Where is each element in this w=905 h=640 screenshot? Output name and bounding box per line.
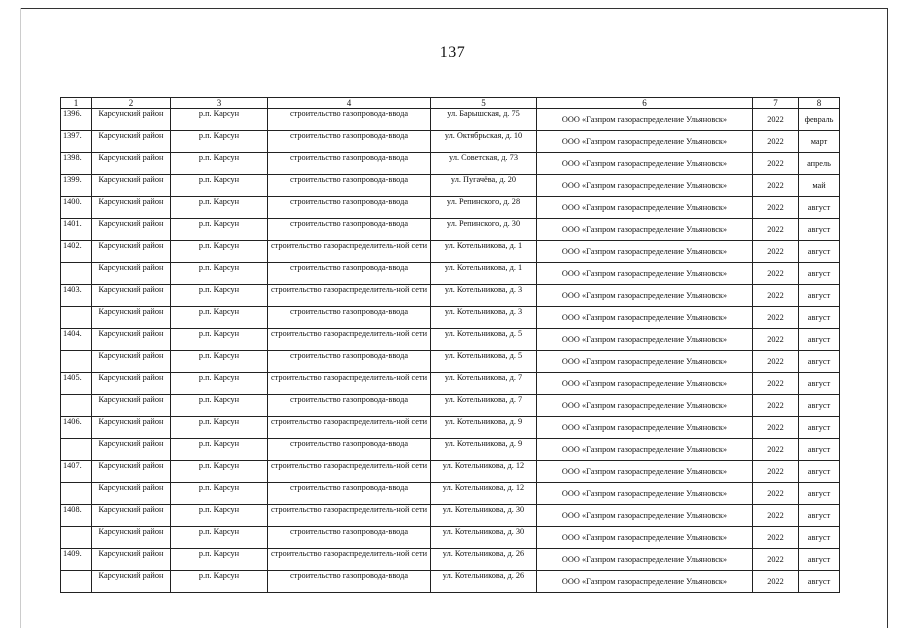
settlement-cell: р.п. Карсун xyxy=(171,571,268,593)
district-cell: Карсунский район xyxy=(92,263,171,285)
table-row xyxy=(61,395,840,417)
address-cell: ул. Котельникова, д. 26 xyxy=(431,549,537,571)
column-number-row xyxy=(61,98,840,109)
address-cell: ул. Котельникова, д. 26 xyxy=(431,571,537,593)
settlement-cell: р.п. Карсун xyxy=(171,329,268,351)
district-cell: Карсунский район xyxy=(92,285,171,307)
organization-cell: ООО «Газпром газораспределение Ульяновск» xyxy=(537,417,753,439)
organization-cell: ООО «Газпром газораспределение Ульяновск» xyxy=(537,373,753,395)
settlement-cell: р.п. Карсун xyxy=(171,307,268,329)
page-border-right xyxy=(887,8,888,628)
work-type-cell: строительство газораспределитель-ной сети xyxy=(268,417,431,439)
work-type-cell: строительство газопровода-ввода xyxy=(268,175,431,197)
settlement-cell: р.п. Карсун xyxy=(171,263,268,285)
work-type-cell: строительство газопровода-ввода xyxy=(268,395,431,417)
district-cell: Карсунский район xyxy=(92,175,171,197)
address-cell: ул. Котельникова, д. 30 xyxy=(431,527,537,549)
settlement-cell: р.п. Карсун xyxy=(171,109,268,131)
month-cell: август xyxy=(799,263,840,285)
row-number: 1409. xyxy=(61,549,92,571)
settlement-cell: р.п. Карсун xyxy=(171,505,268,527)
work-type-cell: строительство газопровода-ввода xyxy=(268,527,431,549)
settlement-cell: р.п. Карсун xyxy=(171,219,268,241)
address-cell: ул. Котельникова, д. 30 xyxy=(431,505,537,527)
year-cell: 2022 xyxy=(753,351,799,373)
district-cell: Карсунский район xyxy=(92,417,171,439)
work-type-cell: строительство газопровода-ввода xyxy=(268,351,431,373)
settlement-cell: р.п. Карсун xyxy=(171,461,268,483)
settlement-cell: р.п. Карсун xyxy=(171,373,268,395)
address-cell: ул. Котельникова, д. 9 xyxy=(431,417,537,439)
organization-cell: ООО «Газпром газораспределение Ульяновск» xyxy=(537,131,753,153)
district-cell: Карсунский район xyxy=(92,527,171,549)
month-cell: август xyxy=(799,373,840,395)
organization-cell: ООО «Газпром газораспределение Ульяновск» xyxy=(537,505,753,527)
year-cell: 2022 xyxy=(753,549,799,571)
column-number: 8 xyxy=(799,98,840,109)
settlement-cell: р.п. Карсун xyxy=(171,175,268,197)
work-type-cell: строительство газопровода-ввода xyxy=(268,131,431,153)
district-cell: Карсунский район xyxy=(92,241,171,263)
row-number xyxy=(61,395,92,417)
table-row xyxy=(61,571,840,593)
organization-cell: ООО «Газпром газораспределение Ульяновск» xyxy=(537,439,753,461)
row-number: 1407. xyxy=(61,461,92,483)
district-cell: Карсунский район xyxy=(92,197,171,219)
year-cell: 2022 xyxy=(753,241,799,263)
organization-cell: ООО «Газпром газораспределение Ульяновск» xyxy=(537,109,753,131)
table-row xyxy=(61,197,840,219)
year-cell: 2022 xyxy=(753,571,799,593)
settlement-cell: р.п. Карсун xyxy=(171,395,268,417)
settlement-cell: р.п. Карсун xyxy=(171,197,268,219)
address-cell: ул. Котельникова, д. 9 xyxy=(431,439,537,461)
district-cell: Карсунский район xyxy=(92,395,171,417)
month-cell: август xyxy=(799,351,840,373)
year-cell: 2022 xyxy=(753,373,799,395)
year-cell: 2022 xyxy=(753,153,799,175)
month-cell: март xyxy=(799,131,840,153)
column-number: 1 xyxy=(61,98,92,109)
year-cell: 2022 xyxy=(753,197,799,219)
year-cell: 2022 xyxy=(753,417,799,439)
organization-cell: ООО «Газпром газораспределение Ульяновск» xyxy=(537,483,753,505)
organization-cell: ООО «Газпром газораспределение Ульяновск» xyxy=(537,571,753,593)
settlement-cell: р.п. Карсун xyxy=(171,549,268,571)
year-cell: 2022 xyxy=(753,307,799,329)
work-type-cell: строительство газораспределитель-ной сети xyxy=(268,373,431,395)
row-number: 1406. xyxy=(61,417,92,439)
work-type-cell: строительство газопровода-ввода xyxy=(268,109,431,131)
row-number: 1405. xyxy=(61,373,92,395)
table-row xyxy=(61,373,840,395)
month-cell: август xyxy=(799,549,840,571)
district-cell: Карсунский район xyxy=(92,571,171,593)
work-type-cell: строительство газопровода-ввода xyxy=(268,307,431,329)
row-number: 1396. xyxy=(61,109,92,131)
address-cell: ул. Советская, д. 73 xyxy=(431,153,537,175)
month-cell: апрель xyxy=(799,153,840,175)
district-cell: Карсунский район xyxy=(92,505,171,527)
month-cell: август xyxy=(799,285,840,307)
work-type-cell: строительство газораспределитель-ной сети xyxy=(268,329,431,351)
year-cell: 2022 xyxy=(753,461,799,483)
row-number: 1398. xyxy=(61,153,92,175)
work-type-cell: строительство газопровода-ввода xyxy=(268,483,431,505)
address-cell: ул. Котельникова, д. 12 xyxy=(431,461,537,483)
month-cell: август xyxy=(799,219,840,241)
organization-cell: ООО «Газпром газораспределение Ульяновск» xyxy=(537,263,753,285)
settlement-cell: р.п. Карсун xyxy=(171,351,268,373)
address-cell: ул. Пугачёва, д. 20 xyxy=(431,175,537,197)
organization-cell: ООО «Газпром газораспределение Ульяновск» xyxy=(537,329,753,351)
month-cell: август xyxy=(799,197,840,219)
work-type-cell: строительство газопровода-ввода xyxy=(268,153,431,175)
row-number: 1408. xyxy=(61,505,92,527)
year-cell: 2022 xyxy=(753,395,799,417)
row-number xyxy=(61,527,92,549)
table-row xyxy=(61,505,840,527)
row-number xyxy=(61,351,92,373)
district-cell: Карсунский район xyxy=(92,153,171,175)
year-cell: 2022 xyxy=(753,329,799,351)
district-cell: Карсунский район xyxy=(92,219,171,241)
column-number: 4 xyxy=(268,98,431,109)
organization-cell: ООО «Газпром газораспределение Ульяновск» xyxy=(537,461,753,483)
row-number xyxy=(61,439,92,461)
table-row xyxy=(61,131,840,153)
address-cell: ул. Репинского, д. 28 xyxy=(431,197,537,219)
settlement-cell: р.п. Карсун xyxy=(171,417,268,439)
work-type-cell: строительство газопровода-ввода xyxy=(268,219,431,241)
address-cell: ул. Репинского, д. 30 xyxy=(431,219,537,241)
organization-cell: ООО «Газпром газораспределение Ульяновск» xyxy=(537,285,753,307)
month-cell: август xyxy=(799,417,840,439)
year-cell: 2022 xyxy=(753,263,799,285)
work-type-cell: строительство газораспределитель-ной сети xyxy=(268,461,431,483)
organization-cell: ООО «Газпром газораспределение Ульяновск» xyxy=(537,175,753,197)
row-number: 1399. xyxy=(61,175,92,197)
address-cell: ул. Барышская, д. 75 xyxy=(431,109,537,131)
address-cell: ул. Котельникова, д. 7 xyxy=(431,373,537,395)
table-row xyxy=(61,263,840,285)
work-type-cell: строительство газораспределитель-ной сети xyxy=(268,241,431,263)
table-row xyxy=(61,285,840,307)
organization-cell: ООО «Газпром газораспределение Ульяновск» xyxy=(537,527,753,549)
table-row xyxy=(61,483,840,505)
settlement-cell: р.п. Карсун xyxy=(171,131,268,153)
row-number xyxy=(61,263,92,285)
month-cell: август xyxy=(799,483,840,505)
row-number: 1402. xyxy=(61,241,92,263)
work-type-cell: строительство газораспределитель-ной сети xyxy=(268,549,431,571)
row-number: 1401. xyxy=(61,219,92,241)
row-number: 1400. xyxy=(61,197,92,219)
table-row xyxy=(61,351,840,373)
address-cell: ул. Котельникова, д. 12 xyxy=(431,483,537,505)
column-number: 7 xyxy=(753,98,799,109)
settlement-cell: р.п. Карсун xyxy=(171,153,268,175)
address-cell: ул. Котельникова, д. 3 xyxy=(431,285,537,307)
work-type-cell: строительство газопровода-ввода xyxy=(268,439,431,461)
district-cell: Карсунский район xyxy=(92,461,171,483)
year-cell: 2022 xyxy=(753,439,799,461)
month-cell: август xyxy=(799,241,840,263)
district-cell: Карсунский район xyxy=(92,351,171,373)
page-border-top xyxy=(20,8,888,9)
page-number: 137 xyxy=(439,44,466,61)
district-cell: Карсунский район xyxy=(92,439,171,461)
table-row xyxy=(61,549,840,571)
year-cell: 2022 xyxy=(753,505,799,527)
work-type-cell: строительство газораспределитель-ной сети xyxy=(268,505,431,527)
page-border-left xyxy=(20,8,21,628)
column-number: 2 xyxy=(92,98,171,109)
district-cell: Карсунский район xyxy=(92,373,171,395)
month-cell: август xyxy=(799,395,840,417)
organization-cell: ООО «Газпром газораспределение Ульяновск» xyxy=(537,219,753,241)
column-number: 6 xyxy=(537,98,753,109)
settlement-cell: р.п. Карсун xyxy=(171,241,268,263)
row-number: 1403. xyxy=(61,285,92,307)
address-cell: ул. Котельникова, д. 3 xyxy=(431,307,537,329)
district-cell: Карсунский район xyxy=(92,549,171,571)
work-type-cell: строительство газопровода-ввода xyxy=(268,197,431,219)
work-type-cell: строительство газопровода-ввода xyxy=(268,571,431,593)
address-cell: ул. Котельникова, д. 1 xyxy=(431,241,537,263)
address-cell: ул. Котельникова, д. 5 xyxy=(431,351,537,373)
table-row xyxy=(61,307,840,329)
column-number: 3 xyxy=(171,98,268,109)
table-row xyxy=(61,153,840,175)
table-row xyxy=(61,527,840,549)
month-cell: август xyxy=(799,329,840,351)
address-cell: ул. Котельникова, д. 1 xyxy=(431,263,537,285)
table-row xyxy=(61,417,840,439)
district-cell: Карсунский район xyxy=(92,307,171,329)
work-type-cell: строительство газопровода-ввода xyxy=(268,263,431,285)
month-cell: май xyxy=(799,175,840,197)
year-cell: 2022 xyxy=(753,527,799,549)
month-cell: февраль xyxy=(799,109,840,131)
address-cell: ул. Октябрьская, д. 10 xyxy=(431,131,537,153)
settlement-cell: р.п. Карсун xyxy=(171,527,268,549)
registry-table-body xyxy=(61,98,840,593)
district-cell: Карсунский район xyxy=(92,131,171,153)
table-row xyxy=(61,109,840,131)
table-row xyxy=(61,329,840,351)
table-row xyxy=(61,175,840,197)
row-number: 1404. xyxy=(61,329,92,351)
district-cell: Карсунский район xyxy=(92,329,171,351)
district-cell: Карсунский район xyxy=(92,109,171,131)
month-cell: август xyxy=(799,527,840,549)
year-cell: 2022 xyxy=(753,285,799,307)
table-row xyxy=(61,461,840,483)
month-cell: август xyxy=(799,307,840,329)
year-cell: 2022 xyxy=(753,175,799,197)
organization-cell: ООО «Газпром газораспределение Ульяновск» xyxy=(537,395,753,417)
table-row xyxy=(61,439,840,461)
organization-cell: ООО «Газпром газораспределение Ульяновск» xyxy=(537,549,753,571)
row-number xyxy=(61,571,92,593)
table-row xyxy=(61,219,840,241)
work-type-cell: строительство газораспределитель-ной сети xyxy=(268,285,431,307)
district-cell: Карсунский район xyxy=(92,483,171,505)
month-cell: август xyxy=(799,461,840,483)
year-cell: 2022 xyxy=(753,483,799,505)
organization-cell: ООО «Газпром газораспределение Ульяновск» xyxy=(537,197,753,219)
year-cell: 2022 xyxy=(753,131,799,153)
row-number xyxy=(61,307,92,329)
settlement-cell: р.п. Карсун xyxy=(171,285,268,307)
address-cell: ул. Котельникова, д. 7 xyxy=(431,395,537,417)
organization-cell: ООО «Газпром газораспределение Ульяновск» xyxy=(537,153,753,175)
column-number: 5 xyxy=(431,98,537,109)
row-number: 1397. xyxy=(61,131,92,153)
table-row xyxy=(61,241,840,263)
year-cell: 2022 xyxy=(753,219,799,241)
registry-table xyxy=(60,97,840,593)
year-cell: 2022 xyxy=(753,109,799,131)
month-cell: август xyxy=(799,439,840,461)
row-number xyxy=(61,483,92,505)
month-cell: август xyxy=(799,571,840,593)
organization-cell: ООО «Газпром газораспределение Ульяновск» xyxy=(537,351,753,373)
organization-cell: ООО «Газпром газораспределение Ульяновск» xyxy=(537,241,753,263)
settlement-cell: р.п. Карсун xyxy=(171,439,268,461)
month-cell: август xyxy=(799,505,840,527)
organization-cell: ООО «Газпром газораспределение Ульяновск» xyxy=(537,307,753,329)
address-cell: ул. Котельникова, д. 5 xyxy=(431,329,537,351)
settlement-cell: р.п. Карсун xyxy=(171,483,268,505)
